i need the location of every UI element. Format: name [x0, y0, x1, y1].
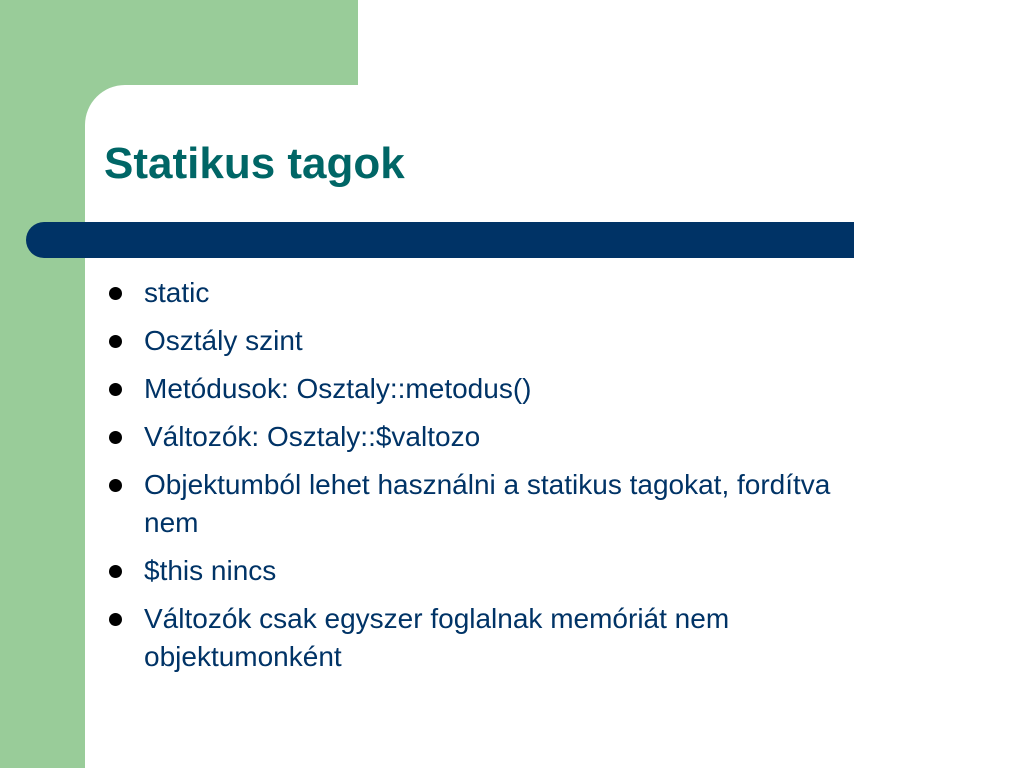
bullet-text: Változók: Osztaly::$valtozo: [144, 421, 481, 452]
bullet-text: Objektumból lehet használni a statikus tagokat, fordítva nem: [144, 469, 831, 538]
bullet-dot-icon: [109, 613, 122, 626]
bullet-dot-icon: [109, 431, 122, 444]
bullet-text: Metódusok: Osztaly::metodus(): [144, 373, 532, 404]
bullet-item-class-level: [104, 322, 884, 360]
bullet-item-static: [104, 274, 884, 312]
title-divider-bar: [26, 222, 854, 258]
bullet-list: [104, 274, 884, 686]
bullet-dot-icon: [109, 565, 122, 578]
bullet-text: Változók csak egyszer foglalnak memóriát nem objektumonként: [144, 603, 730, 672]
bullet-text: Osztály szint: [144, 325, 303, 356]
bullet-text: static: [144, 277, 210, 308]
bullet-item-no-this: [104, 552, 884, 590]
bullet-dot-icon: [109, 479, 122, 492]
bullet-dot-icon: [109, 335, 122, 348]
bullet-dot-icon: [109, 383, 122, 396]
slide-title: Statikus tagok: [104, 139, 405, 188]
bullet-item-object-usage: [104, 466, 884, 542]
bullet-dot-icon: [109, 287, 122, 300]
bullet-text: $this nincs: [144, 555, 277, 586]
bullet-item-memory: [104, 600, 884, 676]
bullet-item-methods: [104, 370, 884, 408]
bullet-item-variables: [104, 418, 884, 456]
